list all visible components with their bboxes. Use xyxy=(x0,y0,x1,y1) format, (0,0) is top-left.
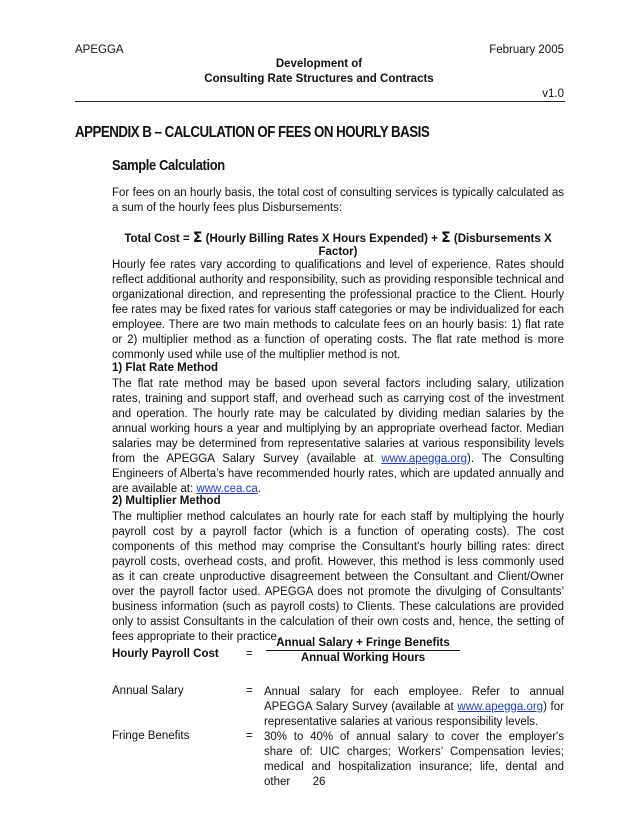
header-date: February 2005 xyxy=(489,44,564,56)
def-term-annual-salary: Annual Salary xyxy=(112,685,184,697)
section-subheading: Sample Calculation xyxy=(112,157,225,174)
annual-salary-text-1: Annual salary for each employee. Refer to annual APEGGA Salary Survey (available at xyxy=(264,686,564,713)
page-number: 26 xyxy=(312,776,326,788)
formula-lhs: Total Cost = xyxy=(124,233,190,245)
def-text-fringe-benefits: 30% to 40% of annual salary to cover the employer's share of: UIC charges; Workers’ Compensation levies; medical and hospitalization insurance; life, dental and other xyxy=(264,731,564,788)
sigma-symbol-1: Σ xyxy=(192,230,203,246)
hourly-payroll-label: Hourly Payroll Cost xyxy=(112,648,219,660)
multiplier-title: 2) Multiplier Method xyxy=(112,495,221,507)
appendix-title: APPENDIX B – CALCULATION OF FEES ON HOURLY BASIS xyxy=(75,124,430,141)
header-version: v1.0 xyxy=(542,88,564,100)
def-equals-annual-salary: = xyxy=(246,685,253,697)
payroll-fraction xyxy=(266,637,460,664)
multiplier-paragraph: The multiplier method calculates an hourly rate for each staff by multiplying the hourly payroll cost by a payroll factor (which is a function of operating costs). The cost components of this method may comprise the Consultant’s hourly billing rates: direct payroll costs, overhead costs, and profit. However, this method is less commonly used as it can create unproductive disagreement between the Consultant and Client/Owner over the payroll factor used. APEGGA does not promote the divulging of Consultants’ business information (such as payroll costs) to Clients. These calculations are provided only to assist Consultants in the calculation of their own costs and, hence, the setting of fees appropriate to their practice. xyxy=(112,511,564,643)
formula-term1: (Hourly Billing Rates X Hours Expended) + xyxy=(205,233,438,245)
fraction-numerator: Annual Salary + Fringe Benefits xyxy=(266,637,460,651)
intro-paragraph: For fees on an hourly basis, the total cost of consulting services is typically calculated as a sum of the hourly fees plus Disbursements: xyxy=(112,187,564,214)
header-rule xyxy=(75,101,565,102)
flat-rate-text-1: The flat rate method may be based upon several factors including salary, utilization rates, training and support staff, and overhead such as carrying cost of the investment and operation. The hourly rate may be calculated by dividing median salaries by the annual working hours a year and multiplying by an appropriate overhead factor. Median salaries may be determined from representative salaries at various responsibility levels from the APEGGA Salary Survey (available at xyxy=(112,378,564,465)
header-org: APEGGA xyxy=(75,44,124,56)
flat-rate-paragraph xyxy=(112,377,564,497)
cea-link[interactable]: www.cea.ca xyxy=(196,483,258,495)
apegga-link[interactable]: www.apegga.org xyxy=(381,453,468,465)
sigma-symbol-2: Σ xyxy=(441,230,451,246)
apegga-link-2[interactable]: www.apegga.org xyxy=(457,701,544,713)
formula-term2: (Disbursements X Factor) xyxy=(318,233,552,258)
flat-rate-text-3: . xyxy=(257,483,261,495)
def-term-fringe-benefits: Fringe Benefits xyxy=(112,730,190,742)
flat-rate-title: 1) Flat Rate Method xyxy=(112,362,219,374)
total-cost-formula xyxy=(112,230,564,258)
header-title-line2: Consulting Rate Structures and Contracts xyxy=(204,73,434,85)
payroll-equals: = xyxy=(246,648,253,660)
fraction-denominator: Annual Working Hours xyxy=(300,652,426,664)
rates-paragraph: Hourly fee rates vary according to qualifications and level of experience. Rates should reflect additional authority and responsibility, such as providing responsible technical and organizational direction, and representing the professional practice to the Client. Hourly fee rates may be fixed rates for various staff categories or may be individualized for each employee. There are two main methods to calculate fees on an hourly basis: 1) flat rate or 2) multiplier method as a function of operating costs. The flat rate method is more commonly used while use of the multiplier method is not. xyxy=(112,259,564,361)
annual-salary-text-2: ) for representative salaries at various responsibility levels. xyxy=(264,701,564,728)
header-title-line1: Development of xyxy=(275,58,363,70)
def-equals-fringe-benefits: = xyxy=(246,730,253,742)
flat-rate-text-2: ). The Consulting Engineers of Alberta’s have recommended hourly rates, which are updated annually and are available at: xyxy=(112,453,564,495)
def-text-annual-salary xyxy=(264,685,564,730)
